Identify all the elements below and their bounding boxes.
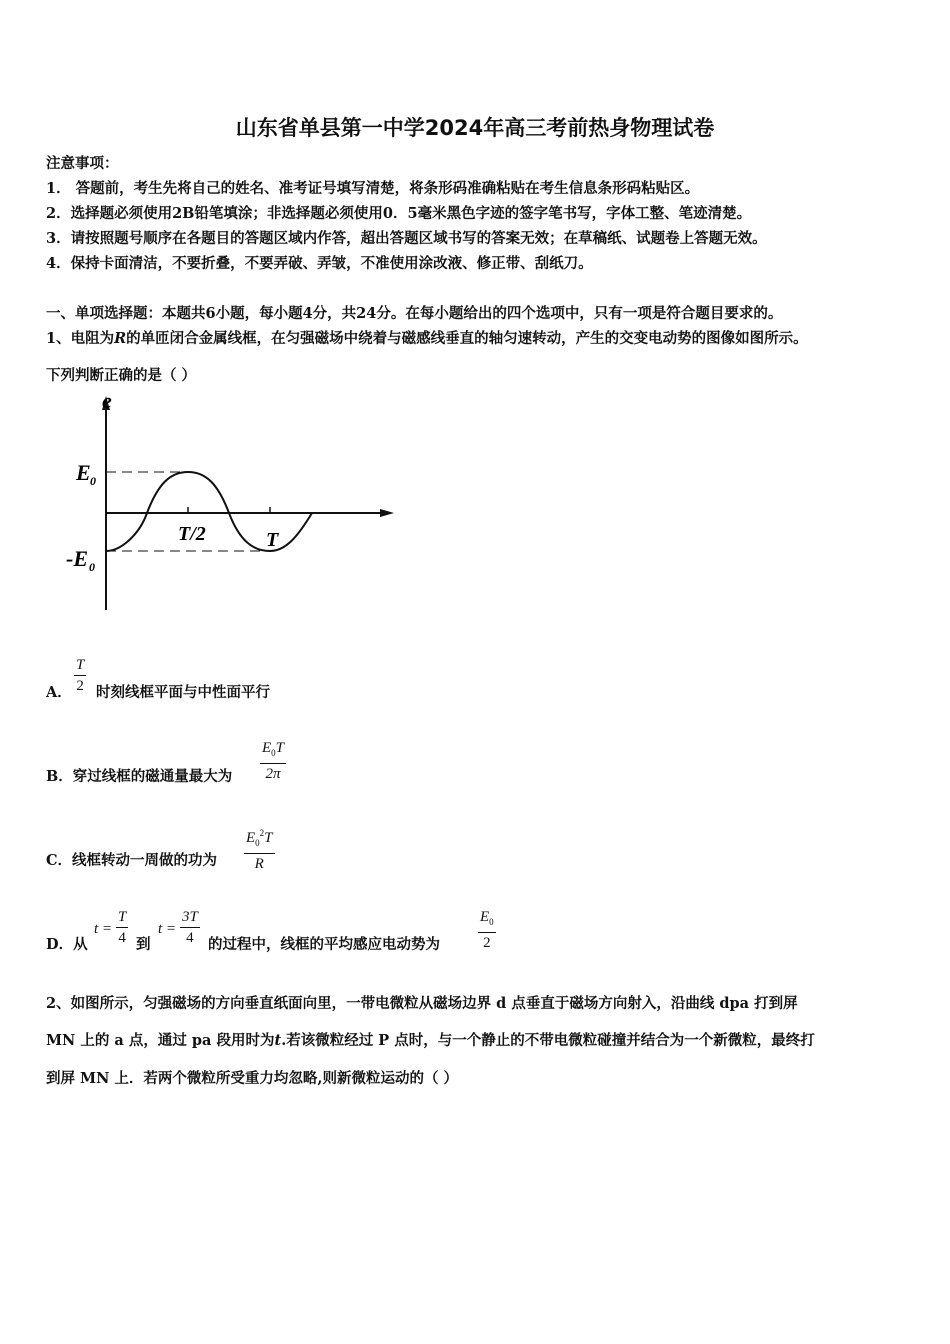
option-a-denominator: 2 [76,678,84,694]
q1-stem-part-b: 的单匝闭合金属线框，在匀强磁场中绕着与磁感线垂直的轴匀速转动，产生的交变电动势的图像如图所示。 [126,330,808,347]
notice-item-1: 1． 答题前，考生先将自己的姓名、准考证号填写清楚，将条形码准确粘贴在考生信息条形码粘贴区。 [46,180,700,197]
option-b-text: B．穿过线框的磁通量最大为 [46,768,233,785]
option-b-fraction [260,738,286,784]
option-c-sub: 0 [255,838,260,848]
option-d-t2: t = [158,921,177,937]
option-c-t: T [264,830,273,846]
option-d-t1: t = [94,921,113,937]
option-d-fraction-3 [478,907,496,953]
question-1-prompt: 下列判断正确的是（ ） [46,367,197,384]
page-title: 山东省单县第一中学2024年高三考前热身物理试卷 [235,116,715,140]
option-b-numerator [260,738,286,764]
q2-line2-part-a: MN 上的 a 点，通过 pa 段用时为 [46,1032,275,1049]
option-d-label: D．从 [46,936,88,953]
graph-emf-curve [106,472,312,551]
graph-e0-label: E [76,460,91,485]
section-heading: 一、单项选择题：本题共6小题，每小题4分，共24分。在每小题给出的四个选项中，只有一项是符合题目要求的。 [46,305,783,322]
option-d-fraction-1 [116,907,128,948]
option-d-text: 的过程中，线框的平均感应电动势为 [208,936,440,953]
q2-line2-part-b: .若该微粒经过 P 点时，与一个静止的不带电微粒碰撞并结合为一个新微粒，最终打 [281,1032,815,1049]
q1-stem-part-a: 1、电阻为 [46,330,115,347]
option-d-f1-numerator: T [116,907,128,928]
option-c-fraction [244,823,275,874]
option-c-denominator: R [254,856,264,872]
option-d-fraction-2 [180,907,200,948]
graph-half-period-label: T/2 [178,523,206,545]
notice-item-2: 2．选择题必须使用2B铅笔填涂；非选择题必须使用0．5毫米黑色字迹的签字笔书写，字体工整、笔迹清楚。 [46,205,752,222]
graph-neg-e0-subscript: 0 [89,560,95,574]
option-c-e: E [246,830,256,846]
option-d-sub: 0 [489,917,494,927]
graph-x-arrow [380,509,394,517]
option-d-f2-denominator: 4 [186,930,194,946]
option-b-t: T [275,740,285,756]
q1-resistance-symbol: R [114,330,127,347]
graph-period-label: T [266,529,279,551]
option-d-f1-denominator: 4 [118,930,126,946]
graph-y-label: e [102,388,112,413]
option-b-denominator: 2π [265,766,281,782]
option-d-to: 到 [136,936,151,953]
option-c-sup: 2 [259,828,265,838]
notice-heading: 注意事项： [46,155,119,172]
option-a-label: A． [46,684,72,701]
notice-item-4: 4．保持卡面清洁，不要折叠，不要弄破、弄皱，不准使用涂改液、修正带、刮纸刀。 [46,255,593,272]
option-d-e: E [480,909,490,925]
option-a-fraction [74,655,86,696]
option-a-text: 时刻线框平面与中性面平行 [96,684,270,701]
option-b-sub: 0 [271,748,276,758]
question-2-line-1: 2、如图所示，匀强磁场的方向垂直纸面向里，一带电微粒从磁场边界 d 点垂直于磁场方向射入，沿曲线 dpa 打到屏 [46,995,798,1012]
emf-graph [60,388,405,618]
graph-e0-subscript: 0 [90,474,96,488]
option-d-f3-denominator: 2 [483,935,491,951]
option-d-f2-numerator: 3T [180,907,200,928]
question-1-stem [46,327,808,348]
option-b-e: E [262,740,272,756]
option-a-numerator: T [74,655,86,676]
option-c-numerator [244,823,275,854]
graph-neg-e0-label: -E [66,546,88,571]
option-d-f3-numerator [478,907,496,933]
question-2-line-2 [46,1029,815,1050]
question-2-line-3: 到屏 MN 上．若两个微粒所受重力均忽略,则新微粒运动的（ ） [46,1070,458,1087]
q2-time-symbol: t [274,1032,282,1049]
option-c-text: C．线框转动一周做的功为 [46,852,218,869]
notice-item-3: 3．请按照题号顺序在各题目的答题区域内作答，超出答题区域书写的答案无效；在草稿纸、试题卷上答题无效。 [46,230,767,247]
